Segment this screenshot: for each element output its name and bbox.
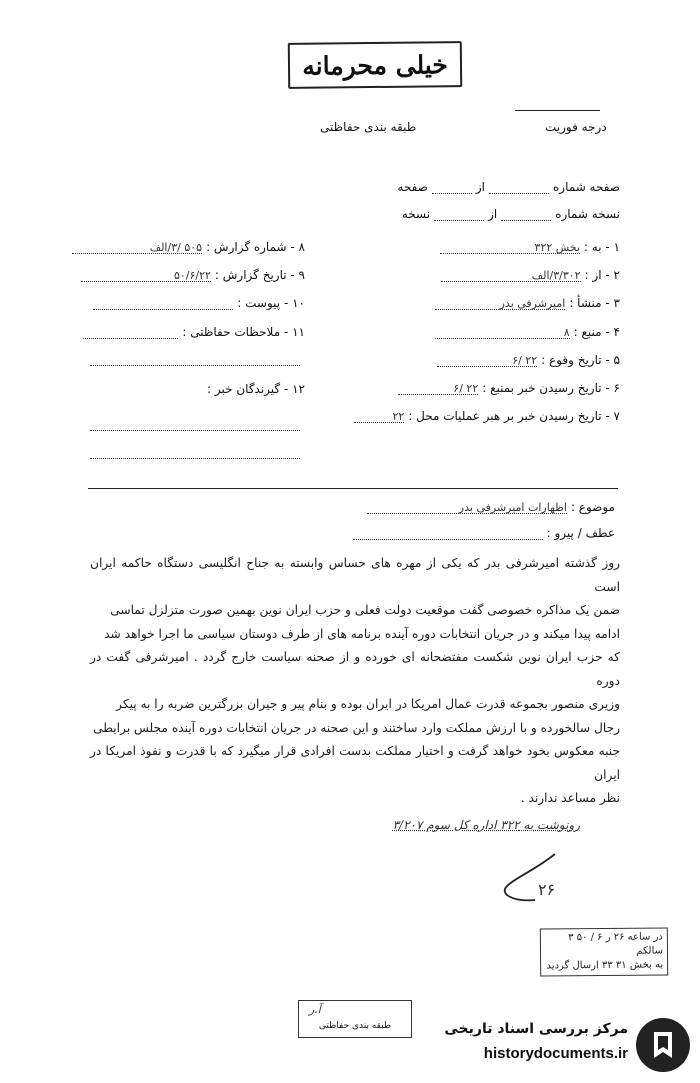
field-report-number [72, 240, 305, 254]
body-line: روز گذشته امیرشرفی بدر که یکی از مهره های حساس وابسته به جناح انگلیسی دستگاه حاکمه ایران است [90, 556, 620, 594]
routing-stamp [540, 927, 668, 976]
bottom-stamp-label: طبقه بندی حفاظتی [318, 1021, 392, 1031]
field-value: ۸ [435, 326, 570, 339]
watermark [420, 1015, 690, 1075]
field-recipients: ۱۲ - گیرندگان خبر : [207, 382, 305, 396]
page-total-dots [432, 181, 472, 194]
recipients-line-1 [90, 430, 300, 431]
field-received-source-date [398, 381, 620, 395]
body-line: که حزب ایران نوین شکست مفتضحانه ای خورده و از صحنه سیاست خارج گردد . امیرشرفی گفت در دوره [90, 650, 620, 688]
field-received-operations-date [354, 409, 620, 423]
field-value: ۲۲ /۶ [398, 382, 478, 395]
copy-label: نسخه شماره [555, 207, 620, 221]
field-security-notes [83, 325, 305, 339]
routing-stamp-line: به بخش ۳۱ ۳۳ ارسال گردید [546, 959, 664, 972]
report-body [90, 552, 620, 811]
field-from [441, 268, 620, 282]
field-value: ۲۲ [354, 410, 404, 423]
page-number-field [397, 180, 620, 194]
field-label: ۳ - منشأ : [569, 296, 620, 310]
field-label: ۱۰ - پیوست : [237, 296, 305, 310]
field-to [440, 240, 620, 254]
copy-of: از [488, 207, 498, 221]
body-line: رجال سالخورده و با ارزش مملکت وارد ساختند و این صحنه در جریان انتخابات دوره آینده مجلس برایطی [93, 720, 620, 735]
subject-field [367, 500, 615, 514]
page-label: صفحه شماره [553, 180, 620, 194]
reference-dots [353, 527, 543, 540]
copy-suffix: نسخه [401, 207, 431, 221]
field-label: ۸ - شماره گزارش : [206, 240, 305, 254]
field-report-date [81, 268, 305, 282]
archive-logo-icon [636, 1018, 690, 1072]
urgency-rule [515, 110, 600, 111]
bottom-classification-stamp [298, 1000, 412, 1038]
field-attachment [93, 296, 305, 310]
field-label: ۴ - منبع : [573, 325, 620, 339]
field-label: ۹ - تاریخ گزارش : [214, 268, 305, 282]
routing-stamp-line: در ساعه ۲۶ ر ۶ / ۵۰ ۳ سالکم [568, 931, 664, 957]
copy-number-field [402, 207, 620, 221]
field-value: بخش ۳۲۲ [440, 241, 580, 254]
page-suffix: صفحه [397, 180, 428, 194]
field-label: ۱ - به : [583, 240, 620, 254]
section-divider [88, 488, 618, 489]
field-value: امیرشرفی بدر [435, 297, 565, 310]
reference-label: عطف / پیرو : [546, 526, 615, 540]
field-source [435, 325, 620, 339]
reference-field [353, 526, 615, 540]
classification-stamp: خیلی محرمانه [288, 41, 462, 89]
bottom-stamp-value: آ.ر [309, 1003, 321, 1016]
body-line: ضمن یک مذاکره خصوصی گفت موقعیت دولت فعلی و حزب ایران نوین بهمین صورت متزلزل تماسی [110, 603, 620, 617]
copy-total-dots [434, 208, 484, 221]
body-line: وزیری منصور بجموعه قدرت عمال امریکا در ایران بوده و بنام پیر و جیران بزرگترین ضربه را به پیکر [116, 697, 620, 711]
field-value: ۵۰۵ /۳/الف [72, 241, 202, 254]
copy-dots [501, 208, 551, 221]
field-label: ۵ - تاریخ وقوع : [541, 353, 620, 367]
body-line: ادامه پیدا میکند و در جریان انتخابات دوره آینده برنامه های از طرف دوستان سیاسی ما اجرا خواهد شد [104, 626, 620, 641]
watermark-url: historydocuments.ir [483, 1045, 628, 1062]
field-event-date [437, 353, 620, 367]
handwritten-annotation: رونوشت به ۳۲۲ اداره کل سوم ۳/۲۰۷ [392, 818, 580, 832]
urgency-label: درجه فوریت [545, 120, 607, 134]
body-line: جنبه معکوس بخود خواهد گرفت و اختیار مملکت بدست افرادی قرار میگیرد که با قدرت و نفوذ امریکا در ایران [90, 744, 620, 782]
body-line: نظر مساعد ندارند . [520, 791, 620, 805]
field-value: ۵۰/۶/۲۲ [81, 269, 211, 282]
classification-label: طبقه بندی حفاظتی [320, 120, 417, 134]
field-label: ۷ - تاریخ رسیدن خبر بر هبر عملیات محل : [408, 409, 620, 423]
signature-number: ۲۶ [538, 880, 556, 899]
field-label: ۲ - از : [584, 268, 620, 282]
recipients-line-2 [90, 458, 300, 459]
subject-label: موضوع : [570, 500, 615, 514]
page-dots [489, 181, 549, 194]
field-label: ۶ - تاریخ رسیدن خبر بمنبع : [482, 381, 620, 395]
field-value [93, 297, 233, 310]
field-value: ۲۲ /۶ [437, 354, 537, 367]
field-label: ۱۱ - ملاحظات حفاظتی : [182, 325, 305, 339]
field-origin [435, 296, 620, 310]
notes-line [90, 365, 300, 366]
page-of: از [475, 180, 486, 194]
field-value [83, 326, 178, 339]
field-value: ۳/۳۰۲/الف [441, 269, 581, 282]
subject-value: اظهارات امیرشرفی بدر [367, 501, 567, 514]
watermark-org: مرکز بررسی اسناد تاریخی [444, 1021, 628, 1037]
